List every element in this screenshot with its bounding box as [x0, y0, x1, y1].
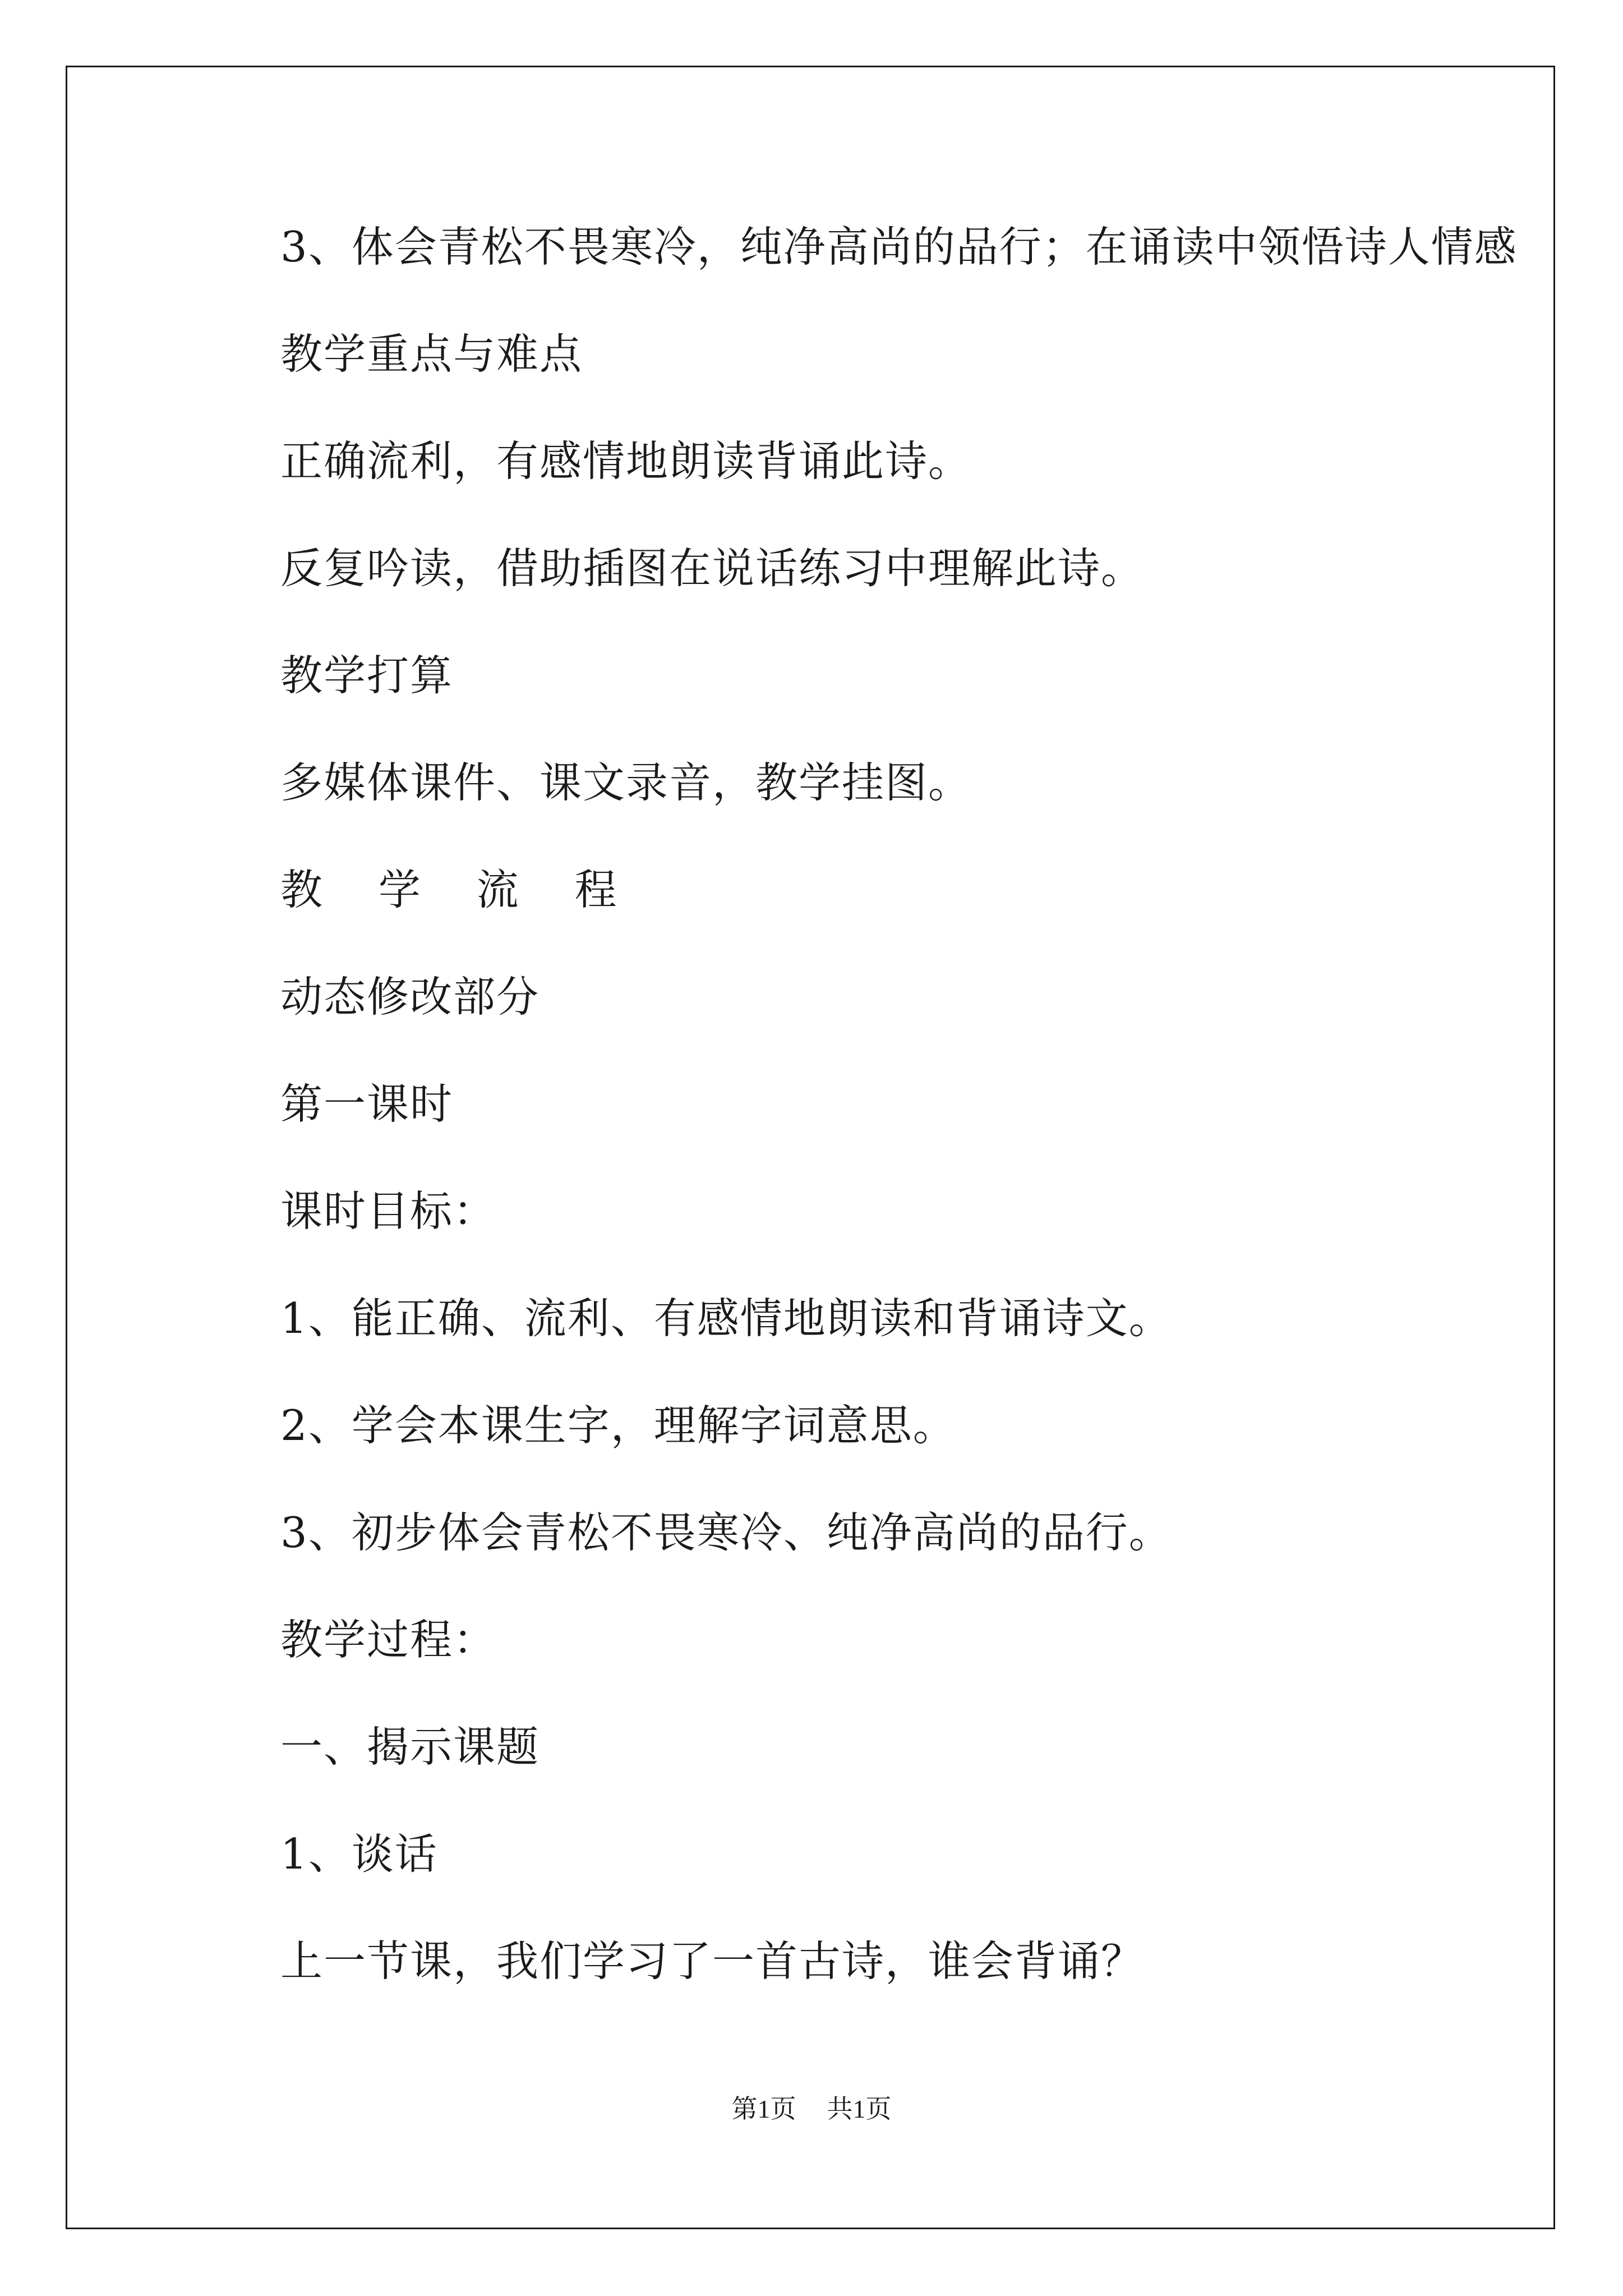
section-heading: 课时目标： [280, 1186, 497, 1236]
section-heading: 一、揭示课题 [280, 1722, 540, 1772]
body-line: 3、体会青松不畏寒冷，纯净高尚的品行；在诵读中领悟诗人情感 [280, 222, 1518, 272]
body-line: 上一节课，我们学习了一首古诗，谁会背诵？ [280, 1936, 1145, 1986]
page-number: 第1页 [731, 2095, 796, 2123]
body-line: 1、能正确、流利、有感情地朗读和背诵诗文。 [280, 1294, 1172, 1343]
page-footer [0, 2092, 1623, 2126]
section-heading: 第一课时 [280, 1079, 454, 1129]
body-line: 1、谈话 [280, 1829, 438, 1879]
section-heading: 教学重点与难点 [280, 329, 583, 379]
body-line: 多媒体课件、课文录音，教学挂图。 [280, 758, 972, 807]
body-line: 正确流利，有感情地朗读背诵此诗。 [280, 436, 972, 486]
section-heading: 教学过程： [280, 1615, 497, 1664]
section-heading: 教 学 流 程 [280, 865, 638, 914]
page-total: 共1页 [827, 2095, 892, 2123]
section-heading: 动态修改部分 [280, 972, 540, 1022]
body-line: 反复吟读，借助插图在说话练习中理解此诗。 [280, 544, 1145, 593]
section-heading: 教学打算 [280, 651, 454, 700]
document-body [280, 216, 1518, 2037]
body-line: 2、学会本课生字，理解字词意思。 [280, 1401, 956, 1450]
body-line: 3、初步体会青松不畏寒冷、纯净高尚的品行。 [280, 1508, 1172, 1557]
